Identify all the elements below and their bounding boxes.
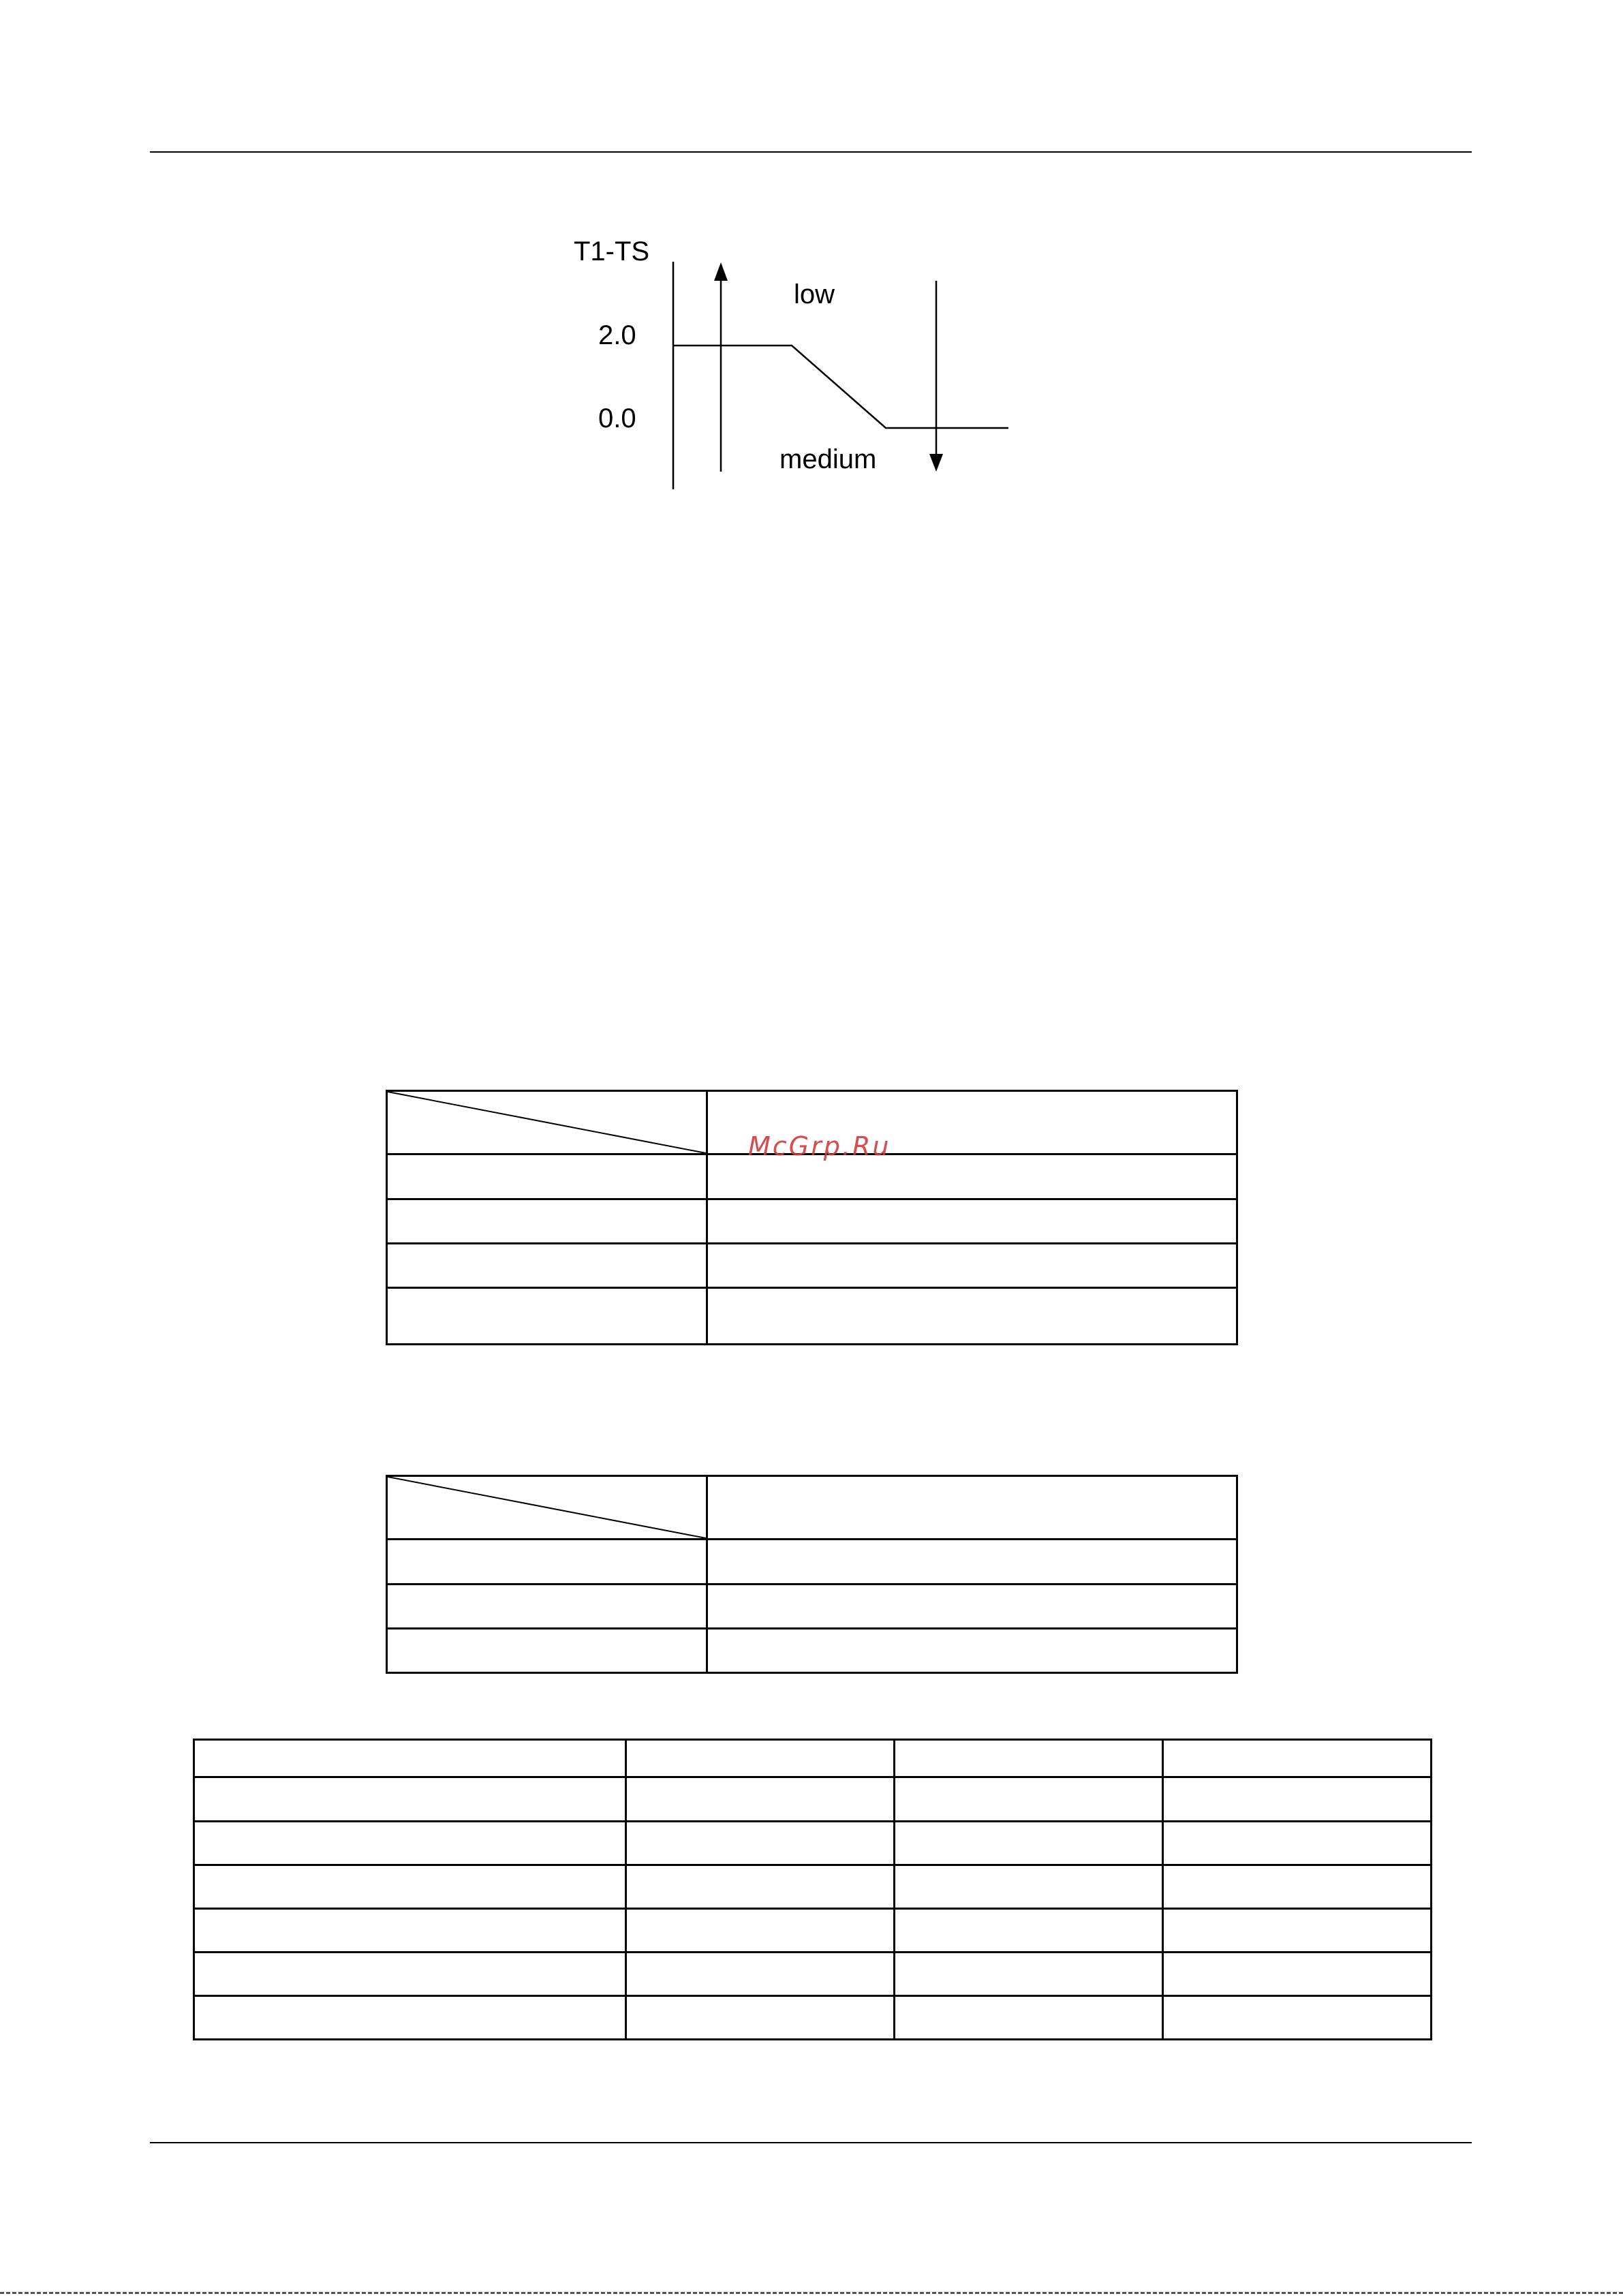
diagonal-header-cell: [387, 1476, 707, 1540]
table-cell: [626, 1865, 895, 1909]
table-cell: [707, 1585, 1237, 1629]
table-row: [387, 1585, 1237, 1629]
table-cell: [1163, 1909, 1432, 1953]
table-cell: [707, 1199, 1237, 1244]
table-cell: [387, 1288, 707, 1345]
table-cell: [194, 1822, 626, 1865]
table-cell: [707, 1629, 1237, 1673]
table-cell: [194, 1865, 626, 1909]
footer-rule: [150, 2142, 1472, 2143]
table-cell: [1163, 1777, 1432, 1822]
table-cell: [626, 1909, 895, 1953]
table-row: [194, 1822, 1432, 1865]
table-cell: [387, 1199, 707, 1244]
table-cell: [194, 1909, 626, 1953]
table-row: [194, 1953, 1432, 1996]
table-row: [194, 1996, 1432, 2040]
table-cell: [194, 1740, 626, 1777]
table-cell: [387, 1244, 707, 1288]
zone-label-medium: medium: [779, 444, 877, 474]
table-b: [386, 1475, 1238, 1674]
zone-label-low: low: [794, 279, 835, 309]
table-row: [194, 1777, 1432, 1822]
axis-label: T1-TS: [574, 236, 650, 266]
header-cell: [707, 1476, 1237, 1540]
table-row: [194, 1740, 1432, 1777]
table-cell: [626, 1740, 895, 1777]
table-cell: [194, 1953, 626, 1996]
table-cell: [895, 1996, 1163, 2040]
table-row: [387, 1199, 1237, 1244]
tick-label-high: 2.0: [598, 320, 636, 350]
table-row: [387, 1540, 1237, 1585]
table-a: [386, 1090, 1238, 1345]
watermark: McGrp.Ru: [748, 1131, 891, 1161]
table-cell: [626, 1996, 895, 2040]
table-cell: [387, 1154, 707, 1199]
table-row: [194, 1865, 1432, 1909]
table-cell: [895, 1953, 1163, 1996]
table-cell: [707, 1540, 1237, 1585]
table-cell: [1163, 1822, 1432, 1865]
page-edge-marker: [0, 2292, 1623, 2294]
table-cell: [387, 1629, 707, 1673]
table-row: [387, 1288, 1237, 1345]
table-cell: [895, 1740, 1163, 1777]
table-cell: [387, 1585, 707, 1629]
table-cell: [626, 1777, 895, 1822]
table-row: [387, 1244, 1237, 1288]
diagonal-header-cell: [387, 1091, 707, 1154]
table-cell: [1163, 1953, 1432, 1996]
table-row: [387, 1629, 1237, 1673]
table-cell: [707, 1244, 1237, 1288]
table-c: [193, 1739, 1432, 2040]
down-arrow-icon: [929, 454, 943, 472]
table-row: [194, 1909, 1432, 1953]
up-arrow-icon: [714, 262, 728, 281]
hysteresis-curve: [673, 346, 1008, 428]
table-cell: [895, 1822, 1163, 1865]
table-cell: [626, 1822, 895, 1865]
table-cell: [707, 1288, 1237, 1345]
table-cell: [895, 1865, 1163, 1909]
tick-label-low: 0.0: [598, 403, 636, 433]
fan-speed-hysteresis-diagram: [559, 232, 1022, 498]
table-row: [387, 1476, 1237, 1540]
table-cell: [895, 1909, 1163, 1953]
table-cell: [1163, 1865, 1432, 1909]
table-cell: [895, 1777, 1163, 1822]
table-cell: [626, 1953, 895, 1996]
table-cell: [1163, 1996, 1432, 2040]
table-cell: [194, 1996, 626, 2040]
table-cell: [194, 1777, 626, 1822]
table-cell: [1163, 1740, 1432, 1777]
table-cell: [387, 1540, 707, 1585]
header-rule: [150, 151, 1472, 153]
